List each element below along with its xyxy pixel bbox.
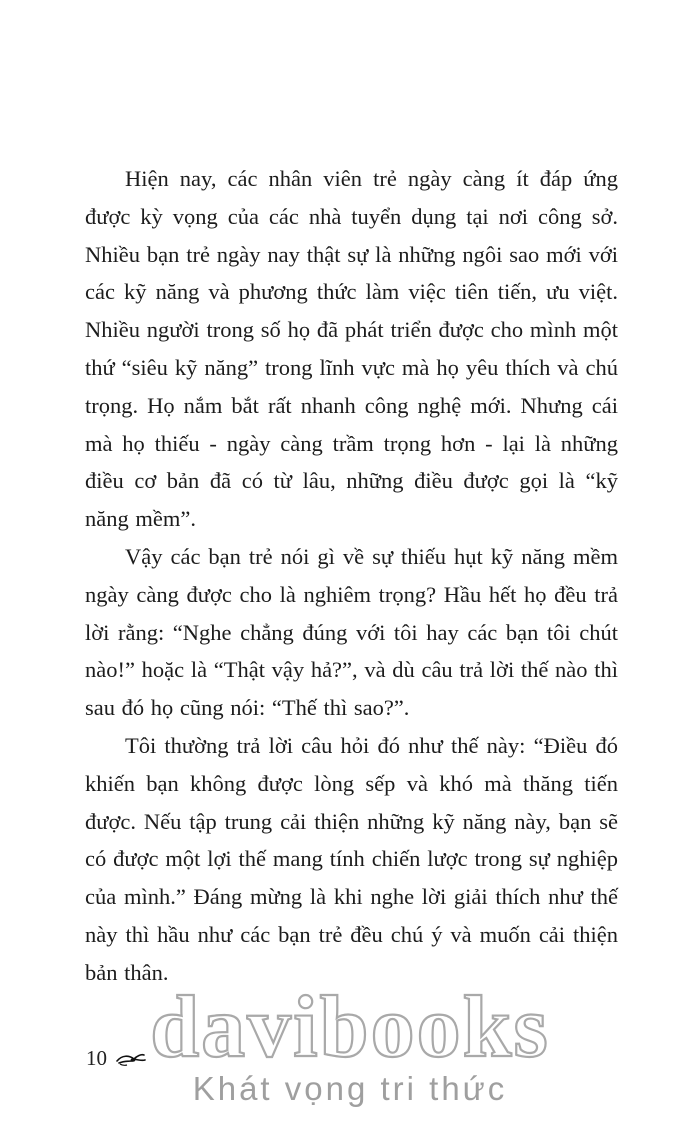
watermark-title: davibooks [150, 979, 550, 1076]
watermark-subtitle: Khát vọng tri thức [192, 1070, 508, 1107]
body-paragraph-1: Hiện nay, các nhân viên trẻ ngày càng ít đáp ứng được kỳ vọng của các nhà tuyển dụng tại nơi công sở. Nhiều bạn trẻ ngày nay thật sự là những ngôi sao mới với các kỹ năng và phương thức làm việc tiên tiến, ưu việt. Nhiều người trong số họ đã phát triển được cho mình một thứ “siêu kỹ năng” trong lĩnh vực mà họ yêu thích và chú trọng. Họ nắm bắt rất nhanh công nghệ mới. Nhưng cái mà họ thiếu - ngày càng trầm trọng hơn - lại là những điều cơ bản đã có từ lâu, những điều được gọi là “kỹ năng mềm”. [85, 166, 618, 532]
body-paragraph-3: Tôi thường trả lời câu hỏi đó như thế này: “Điều đó khiến bạn không được lòng sếp và khó mà thăng tiến được. Nếu tập trung cải thiện những kỹ năng này, bạn sẽ có được một lợi thế mang tính chiến lược trong sự nghiệp của mình.” Đáng mừng là khi nghe lời giải thích như thế này thì hầu như các bạn trẻ đều chú ý và muốn cải thiện bản thân. [85, 732, 618, 985]
dragonfly-logo-icon [113, 1049, 147, 1069]
body-text [85, 160, 618, 992]
body-paragraph-2: Vậy các bạn trẻ nói gì về sự thiếu hụt kỹ năng mềm ngày càng được cho là nghiêm trọng? Hầu hết họ đều trả lời rằng: “Nghe chẳng đúng với tôi hay các bạn tôi chút nào!” hoặc là “Thật vậy hả?”, và dù câu trả lời thế nào thì sau đó họ cũng nói: “Thế thì sao?”. [85, 543, 618, 721]
page-number: 10 [86, 1046, 107, 1070]
page-footer [86, 1046, 147, 1071]
